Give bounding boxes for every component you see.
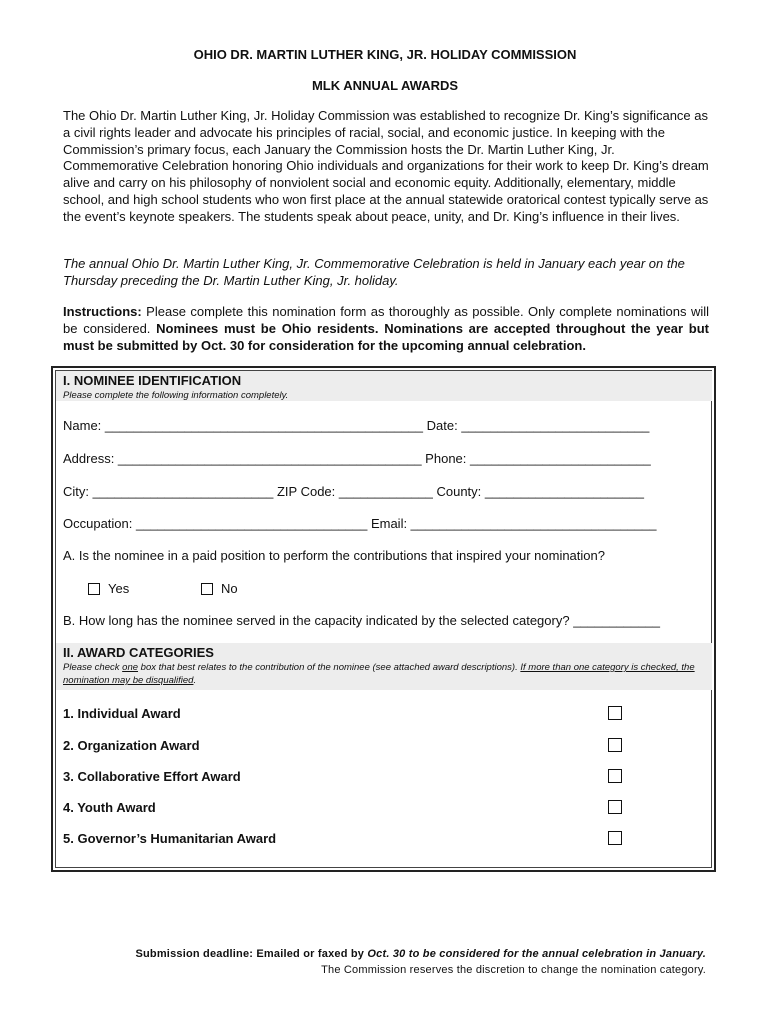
no-checkbox[interactable] [201,583,213,595]
yes-checkbox[interactable] [88,583,100,595]
yes-option[interactable] [88,581,129,596]
question-service-length[interactable]: B. How long has the nominee served in the capacity indicated by the selected category? ____________ [63,613,660,628]
award-individual: 1. Individual Award [63,706,181,721]
address-phone-field[interactable]: Address: __________________________________________ Phone: _________________________ [63,451,651,466]
city-zip-county-field[interactable]: City: _________________________ ZIP Code: _____________ County: ______________________ [63,484,644,499]
section-subtitle [63,661,703,687]
award-categories-header [56,643,712,690]
nominee-identification-header [56,371,712,401]
no-label: No [221,581,238,596]
section-subtitle: Please complete the following information completely. [63,390,289,401]
award-collaborative-effort-checkbox[interactable] [608,769,622,783]
category-discretion-note: The Commission reserves the discretion to change the nomination category. [321,964,706,976]
page-subtitle: MLK ANNUAL AWARDS [311,78,459,93]
instructions-label: Instructions: [63,304,142,319]
subtitle-text: Please check [63,662,123,673]
subtitle-text: box that best relates to the contribution of the nominee (see attached award descriptions). [138,662,521,673]
section-title: I. NOMINEE IDENTIFICATION [63,373,242,388]
subtitle-emphasis: one [122,662,139,673]
deadline-date-text: Oct. 30 to be considered for the annual celebration in January. [367,948,706,960]
intro-paragraph: The Ohio Dr. Martin Luther King, Jr. Holiday Commission was established to recognize Dr. King’s significance as a civil rights leader and advocate his principles of racial, social, and economic justice. In keeping with the Commission’s primary focus, each January the Commission hosts the Dr. Martin Luther King, Jr. Commemorative Celebration honoring Ohio individuals and organizations for their work to keep Dr. King’s dream alive and carry on his philosophy of nonviolent social and economic equity. Additionally, elementary, middle school, and high school students who won first place at the annual statewide oratorical contest typically serve as the event’s keynote speakers. The students speak about peace, unity, and Dr. King’s influence in their lives. [63,108,709,224]
celebration-note: The annual Ohio Dr. Martin Luther King, Jr. Commemorative Celebration is held in January each year on the Thursday preceding the Dr. Martin Luther King, Jr. holiday. [63,256,685,288]
question-paid-position: A. Is the nominee in a paid position to perform the contributions that inspired your nomination? [63,548,605,563]
award-youth-checkbox[interactable] [608,800,622,814]
subtitle-text: . [193,675,197,686]
no-option[interactable] [201,581,238,596]
deadline-text: Submission deadline: Emailed or faxed by [135,948,368,960]
award-youth: 4. Youth Award [63,800,156,815]
award-governors-humanitarian: 5. Governor’s Humanitarian Award [63,831,277,846]
disqualification-warning: If more than one category is checked, the nomination may be disqualified [63,662,695,686]
award-collaborative-effort: 3. Collaborative Effort Award [63,769,241,784]
instructions-text: Please complete this nomination form as thoroughly as possible. Only complete nominations will be considered. [63,304,709,336]
award-governors-humanitarian-checkbox[interactable] [608,831,622,845]
occupation-email-field[interactable]: Occupation: ________________________________ Email: __________________________________ [63,516,657,531]
award-organization-checkbox[interactable] [608,738,622,752]
submission-deadline [0,948,706,960]
page-title: OHIO DR. MARTIN LUTHER KING, JR. HOLIDAY COMMISSION [193,47,577,62]
name-date-field[interactable]: Name: ____________________________________________ Date: __________________________ [63,418,650,433]
award-individual-checkbox[interactable] [608,706,622,720]
yes-label: Yes [108,581,130,596]
award-organization: 2. Organization Award [63,738,200,753]
instructions-bold-text: Nominees must be Ohio residents. Nominations are accepted throughout the year but must be submitted by Oct. 30 for consideration for the upcoming annual celebration. [63,321,709,353]
section-title: II. AWARD CATEGORIES [63,645,214,660]
instructions-paragraph [63,303,709,354]
